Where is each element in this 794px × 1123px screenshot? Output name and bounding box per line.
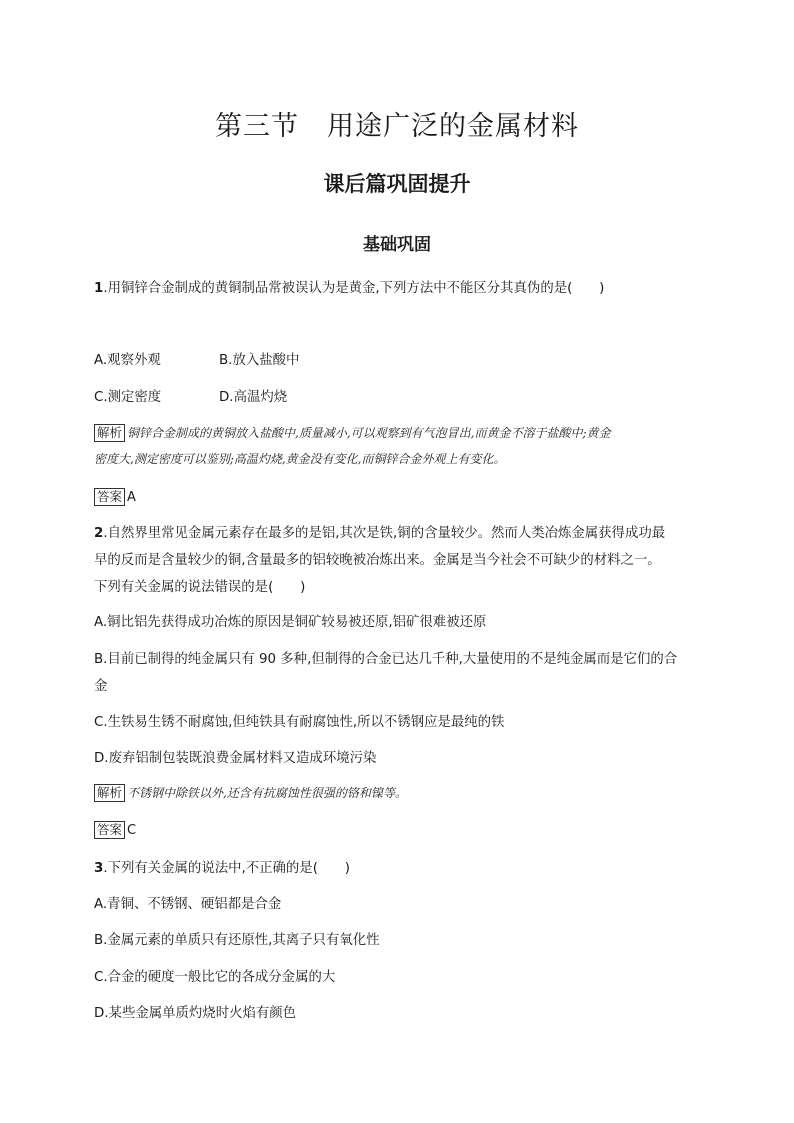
analysis-label: 解析 <box>94 424 125 442</box>
question-number: 2 <box>94 526 104 541</box>
section-heading: 基础巩固 <box>363 235 431 255</box>
answer-value: A <box>127 490 136 505</box>
option-d: D.废弃铝制包装既浪费金属材料又造成环境污染 <box>94 751 377 766</box>
question-3 <box>94 857 350 876</box>
answer-2 <box>94 819 136 839</box>
answer-1 <box>94 486 136 506</box>
option-c: C.合金的硬度一般比它的各成分金属的大 <box>94 970 336 985</box>
option-d: D.高温灼烧 <box>219 390 288 405</box>
analysis-text: 不锈钢中除铁以外,还含有抗腐蚀性很强的铬和镍等。 <box>127 786 407 800</box>
option-b: B.金属元素的单质只有还原性,其离子只有氧化性 <box>94 933 380 948</box>
analysis-1 <box>94 422 611 442</box>
question-text-line: 下列有关金属的说法错误的是( ) <box>94 580 306 595</box>
answer-label: 答案 <box>94 488 125 506</box>
question-text-line: 早的反而是含量较少的铜,含量最多的铝较晚被冶炼出来。金属是当今社会不可缺少的材料之一。 <box>94 553 661 568</box>
option-a: A.观察外观 <box>94 353 161 368</box>
question-text: .自然界里常见金属元素存在最多的是铝,其次是铁,铜的含量较少。然而人类冶炼金属获得成功最 <box>103 526 666 541</box>
option-c: C.测定密度 <box>94 390 162 405</box>
question-text: .下列有关金属的说法中,不正确的是( ) <box>103 861 350 876</box>
question-1 <box>94 277 604 296</box>
question-2 <box>94 522 665 541</box>
option-b: B.放入盐酸中 <box>219 353 300 368</box>
question-number: 3 <box>94 861 104 876</box>
analysis-text: 铜锌合金制成的黄铜放入盐酸中,质量减小,可以观察到有气泡冒出,而黄金不溶于盐酸中;黄金 <box>127 426 611 440</box>
answer-label: 答案 <box>94 821 125 839</box>
option-d: D.某些金属单质灼烧时火焰有颜色 <box>94 1006 297 1021</box>
page-title: 第三节 用途广泛的金属材料 <box>215 111 579 142</box>
option-a: A.铜比铝先获得成功冶炼的原因是铜矿较易被还原,铝矿很难被还原 <box>94 615 487 630</box>
analysis-2 <box>94 782 407 802</box>
option-b-continued: 金 <box>94 679 108 694</box>
option-a: A.青铜、不锈钢、硬铝都是合金 <box>94 897 282 912</box>
answer-value: C <box>127 823 137 838</box>
option-c: C.生铁易生锈不耐腐蚀,但纯铁具有耐腐蚀性,所以不锈钢应是最纯的铁 <box>94 715 505 730</box>
option-b: B.目前已制得的纯金属只有 90 多种,但制得的合金已达几千种,大量使用的不是纯金属而是它们的合 <box>94 652 678 667</box>
question-text: .用铜锌合金制成的黄铜制品常被误认为是黄金,下列方法中不能区分其真伪的是( ) <box>103 281 605 296</box>
question-number: 1 <box>94 281 104 296</box>
analysis-label: 解析 <box>94 784 125 802</box>
page-subtitle: 课后篇巩固提升 <box>323 171 471 196</box>
analysis-text-continued: 密度大,测定密度可以鉴别;高温灼烧,黄金没有变化,而铜锌合金外观上有变化。 <box>94 452 506 466</box>
